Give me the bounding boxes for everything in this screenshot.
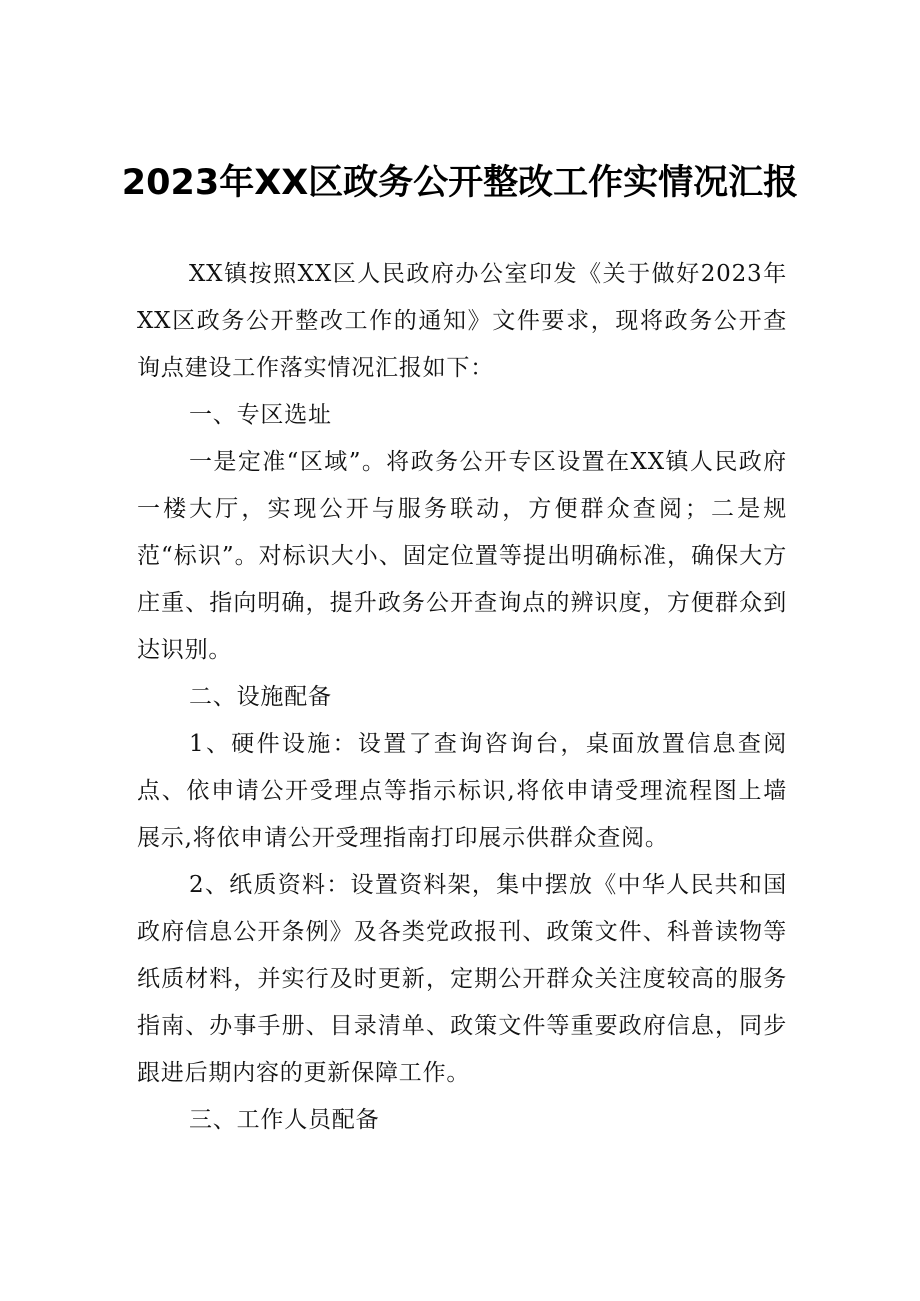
document-title: 2023年XX区政务公开整改工作实情况汇报 xyxy=(121,163,799,203)
section-heading-facilities: 二、设施配备 xyxy=(189,684,332,710)
materials-paragraph: 2、纸质资料：设置资料架，集中摆放《中华人民共和国政府信息公开条例》及各类党政报刊、政策文件、科普读物等纸质材料，并实行及时更新，定期公开群众关注度较高的服务指南、办事手册、目录清单、政策文件等重要政府信息，同步跟进后期内容的更新保障工作。 xyxy=(137,872,787,1086)
document-body xyxy=(137,251,787,1144)
hardware-paragraph: 1、硬件设施：设置了查询咨询台，桌面放置信息查阅点、依申请公开受理点等指示标识,将依申请受理流程图上墙展示,将依申请公开受理指南打印展示供群众查阅。 xyxy=(137,731,787,851)
site-paragraph: 一是定准“区域”。将政务公开专区设置在XX镇人民政府一楼大厅，实现公开与服务联动，方便群众查阅；二是规范“标识”。对标识大小、固定位置等提出明确标准，确保大方庄重、指向明确，提升政务公开查询点的辨识度，方便群众到达识别。 xyxy=(137,449,787,663)
section-heading-site: 一、专区选址 xyxy=(189,402,332,428)
section-heading-staff: 三、工作人员配备 xyxy=(189,1107,380,1133)
intro-paragraph: XX镇按照XX区人民政府办公室印发《关于做好2023年XX区政务公开整改工作的通知》文件要求，现将政务公开查询点建设工作落实情况汇报如下： xyxy=(137,261,787,381)
